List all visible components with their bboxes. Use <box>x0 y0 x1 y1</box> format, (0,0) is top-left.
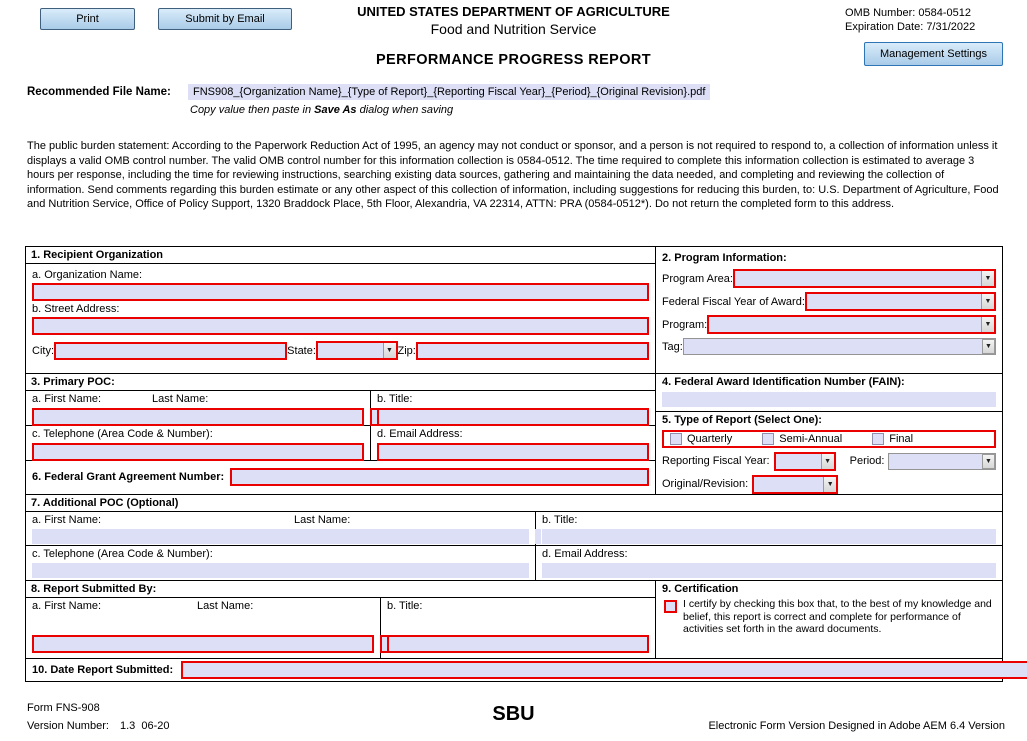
program-area-select[interactable] <box>733 269 996 288</box>
primary-phone-input[interactable] <box>32 443 364 461</box>
aem-version-note: Electronic Form Version Designed in Adobe AEM 6.4 Version <box>708 720 1005 732</box>
additional-first-name-label: a. First Name: <box>32 514 102 526</box>
additional-first-name-input[interactable] <box>32 529 529 544</box>
section-4-5-column <box>656 374 1002 494</box>
public-burden-statement: The public burden statement: According to the Paperwork Reduction Act of 1995, an agency may not conduct or sponsor, and a person is not required to respond to, a collection of information unless it displays a valid OMB control number. The valid OMB control number for this information collection is 0584-0512. The time required to complete this information collection is estimated to average 3 hours per response, including the time for reviewing instructions, searching existing data sources, gathering and maintaining the data needed, and completing and reviewing the collection of information. Send comments regarding this burden estimate or any other aspect of this collection of information, including suggestions for reducing this burden, to: U.S. Department of Agriculture, Food and Nutrition Service, Office of Policy Support, 1320 Braddock Place, 5th Floor, Alexandria, VA 22314, ATTN: PRA (0584-0512*). Do not return the completed form to this address. <box>27 140 999 211</box>
zip-label: Zip: <box>397 344 416 357</box>
type-of-report-group <box>662 430 996 448</box>
original-revision-select[interactable] <box>752 475 838 494</box>
agency-header <box>250 4 777 37</box>
omb-number: OMB Number: 0584-0512 <box>845 7 971 19</box>
primary-first-name-input[interactable] <box>32 408 364 426</box>
primary-email-input[interactable] <box>377 443 649 461</box>
file-name-label: Recommended File Name: <box>27 86 171 98</box>
submitted-first-name-label: a. First Name: <box>32 600 102 612</box>
section-9-certification <box>656 581 1002 658</box>
submit-by-email-button[interactable]: Submit by Email <box>158 8 292 30</box>
federal-fiscal-year-select[interactable] <box>805 292 996 311</box>
hint-prefix: Copy value then paste in <box>190 104 315 116</box>
period-select[interactable] <box>888 453 996 470</box>
program-area-label: Program Area: <box>662 272 733 285</box>
chevron-down-icon: ▼ <box>981 294 994 309</box>
file-name-hint <box>190 104 453 116</box>
final-label: Final <box>889 432 914 445</box>
form-number: Form FNS-908 <box>27 702 100 714</box>
submitted-first-name-input[interactable] <box>32 635 374 653</box>
agency-service: Food and Nutrition Service <box>430 21 597 37</box>
section-7-header: 7. Additional POC (Optional) <box>26 495 1002 512</box>
semi-annual-label: Semi-Annual <box>779 432 843 445</box>
section-2-header: 2. Program Information: <box>662 252 787 264</box>
date-report-submitted-input[interactable] <box>181 661 1027 679</box>
chevron-down-icon: ▼ <box>981 317 994 332</box>
section-2-program-information <box>656 247 1002 373</box>
grant-agreement-number-input[interactable] <box>230 468 649 486</box>
section-8-report-submitted-by <box>26 581 656 658</box>
expiration-date: Expiration Date: 7/31/2022 <box>845 21 976 33</box>
street-address-input[interactable] <box>32 317 649 335</box>
additional-phone-input[interactable] <box>32 563 529 578</box>
federal-fiscal-year-label: Federal Fiscal Year of Award: <box>662 295 805 308</box>
print-button[interactable]: Print <box>40 8 135 30</box>
program-select[interactable] <box>707 315 996 334</box>
organization-name-label: a. Organization Name: <box>32 269 143 281</box>
additional-phone-label: c. Telephone (Area Code & Number): <box>32 548 213 560</box>
chevron-down-icon: ▼ <box>383 343 396 358</box>
section-4-fain <box>656 374 1002 412</box>
tag-select[interactable] <box>683 338 996 355</box>
chevron-down-icon: ▼ <box>982 339 995 354</box>
section-5-header: 5. Type of Report (Select One): <box>662 414 822 426</box>
additional-last-name-label: Last Name: <box>294 514 351 526</box>
additional-title-input[interactable] <box>542 529 996 544</box>
primary-title-input[interactable] <box>377 408 649 426</box>
state-select[interactable] <box>316 341 398 360</box>
reporting-fiscal-year-label: Reporting Fiscal Year: <box>662 455 770 467</box>
semi-annual-checkbox[interactable] <box>762 433 774 445</box>
file-name-value[interactable]: FNS908_{Organization Name}_{Type of Report}_{Reporting Fiscal Year}_{Period}_{Original Revision}.pdf <box>188 84 710 100</box>
submitted-title-input[interactable] <box>387 635 649 653</box>
additional-title-label: b. Title: <box>542 514 578 526</box>
certification-checkbox[interactable] <box>664 600 677 613</box>
original-revision-label: Original/Revision: <box>662 478 749 490</box>
final-checkbox[interactable] <box>872 433 884 445</box>
section-5-type-of-report <box>656 412 1002 500</box>
section-3-header: 3. Primary POC: <box>26 374 655 391</box>
quarterly-label: Quarterly <box>687 432 733 445</box>
additional-email-label: d. Email Address: <box>542 548 628 560</box>
organization-name-input[interactable] <box>32 283 649 301</box>
quarterly-checkbox[interactable] <box>670 433 682 445</box>
chevron-down-icon: ▼ <box>981 271 994 286</box>
section-6-federal-grant-agreement <box>26 461 655 493</box>
section-6-header: 6. Federal Grant Agreement Number: <box>32 470 225 483</box>
primary-last-name-label: Last Name: <box>152 393 209 405</box>
certification-text: I certify by checking this box that, to the best of my knowledge and belief, this report is correct and complete for performance of activities set forth in the award documents. <box>683 598 992 636</box>
section-4-header: 4. Federal Award Identification Number (FAIN): <box>662 376 905 388</box>
hint-suffix: dialog when saving <box>356 104 454 116</box>
city-input[interactable] <box>54 342 287 360</box>
primary-phone-label: c. Telephone (Area Code & Number): <box>32 428 213 440</box>
reporting-fiscal-year-select[interactable] <box>774 452 836 471</box>
street-address-label: b. Street Address: <box>32 303 120 315</box>
section-1-header: 1. Recipient Organization <box>26 247 655 264</box>
section-3-primary-poc <box>26 374 656 494</box>
state-label: State: <box>287 344 316 357</box>
period-label: Period: <box>849 455 885 467</box>
section-10-header: 10. Date Report Submitted: <box>32 663 174 676</box>
version-value: 1.3 06-20 <box>120 720 170 732</box>
hint-save-as: Save As <box>314 104 357 116</box>
section-7-additional-poc <box>26 494 1002 580</box>
page-title: PERFORMANCE PROGRESS REPORT <box>375 52 652 68</box>
chevron-down-icon: ▼ <box>982 454 995 469</box>
program-label: Program: <box>662 318 708 331</box>
tag-label: Tag: <box>662 340 683 353</box>
sbu-marking: SBU <box>492 703 535 725</box>
zip-input[interactable] <box>416 342 649 360</box>
submitted-title-label: b. Title: <box>387 600 423 612</box>
omb-info <box>845 6 1003 34</box>
form-table <box>25 246 1003 682</box>
section-10-date-report-submitted <box>26 659 1002 681</box>
submitted-last-name-label: Last Name: <box>197 600 254 612</box>
management-settings-button[interactable]: Management Settings <box>864 42 1003 66</box>
section-8-header: 8. Report Submitted By: <box>26 581 655 598</box>
version-label: Version Number: <box>27 720 109 732</box>
primary-email-label: d. Email Address: <box>377 428 463 440</box>
fain-input[interactable] <box>662 392 996 407</box>
additional-email-input[interactable] <box>542 563 996 578</box>
chevron-down-icon: ▼ <box>823 477 836 492</box>
city-label: City: <box>32 344 54 357</box>
section-9-header: 9. Certification <box>662 583 739 595</box>
primary-title-label: b. Title: <box>377 393 413 405</box>
primary-first-name-label: a. First Name: <box>32 393 102 405</box>
agency-name: UNITED STATES DEPARTMENT OF AGRICULTURE <box>357 4 670 19</box>
chevron-down-icon: ▼ <box>821 454 834 469</box>
section-1-recipient-organization <box>26 247 656 373</box>
